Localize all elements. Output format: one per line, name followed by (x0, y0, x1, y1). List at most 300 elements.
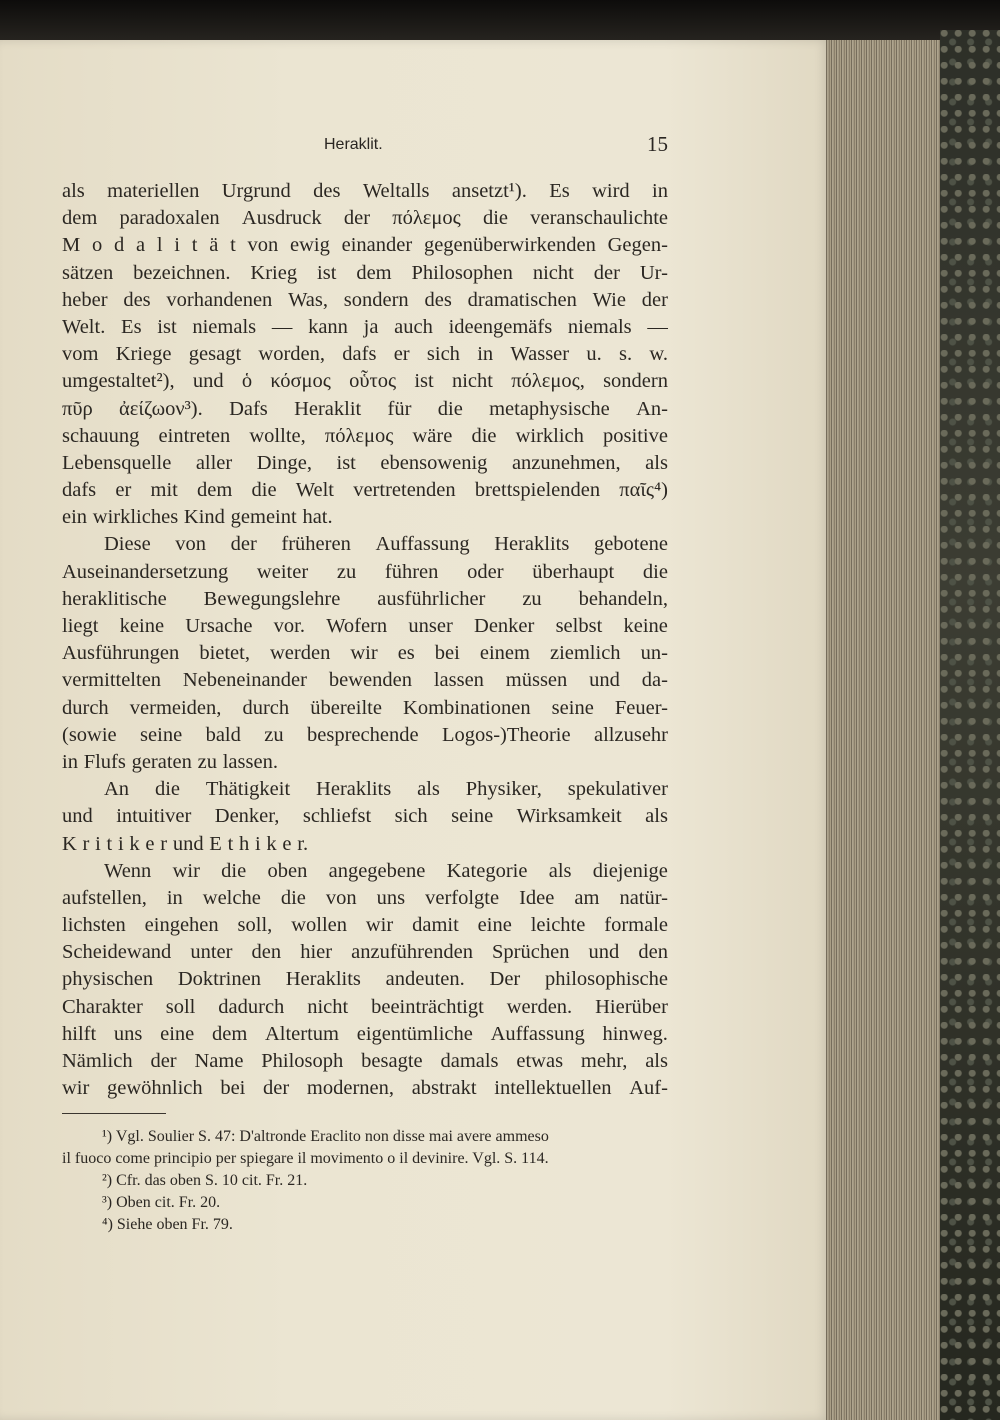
word: brettspielenden (474, 479, 601, 502)
word: werden (270, 642, 331, 665)
word: von (325, 886, 357, 909)
word: welche (202, 886, 261, 909)
word: ἀείζωον³). (119, 397, 203, 420)
word: o (91, 234, 103, 257)
text-line (62, 994, 668, 1021)
word: dafs (342, 343, 377, 366)
word: niemals (567, 315, 632, 338)
word: unser (408, 615, 453, 637)
word: K (62, 832, 77, 855)
word: werden. (506, 995, 573, 1018)
word: Bewegungslehre (203, 587, 341, 610)
word: Urgrund (221, 180, 291, 202)
word: ewig (290, 234, 330, 257)
word: wollte, (249, 424, 306, 447)
word: h (239, 832, 250, 855)
word: dem (197, 479, 233, 502)
word: keine (119, 615, 165, 637)
word: ist (157, 315, 177, 338)
word: lichsten (62, 914, 126, 937)
word: formale (604, 914, 668, 937)
word: gebotene (593, 533, 668, 556)
word: und (62, 805, 93, 828)
word: E (209, 832, 222, 855)
word: damals (440, 1050, 499, 1072)
word: Nämlich (62, 1050, 133, 1072)
word: seine (140, 723, 183, 746)
word: sätzen (62, 261, 114, 284)
word: ausführlicher (377, 587, 486, 610)
word: gemeint (230, 506, 297, 529)
word: i (95, 832, 101, 855)
text-line (62, 477, 668, 504)
word: Wirksamkeit (516, 805, 622, 828)
word: die (251, 479, 277, 502)
word: Physiker, (465, 778, 542, 801)
word: müssen (505, 669, 568, 692)
word: s. (619, 343, 633, 366)
word: angegebene (328, 859, 426, 882)
word: Auffassung (375, 533, 470, 556)
word: intellektuellen (494, 1077, 612, 1100)
word: An- (636, 397, 668, 420)
word: Wenn (104, 859, 152, 882)
word: bezeichnen. (133, 261, 231, 284)
word: wollen (291, 914, 347, 937)
word: der (150, 1050, 177, 1072)
word: sich (394, 805, 428, 828)
word: Krieg (250, 261, 298, 284)
word: etwas (516, 1050, 564, 1072)
word: vorhandenen (166, 288, 273, 311)
word: ansetzt¹). (451, 180, 527, 202)
word: t (230, 234, 236, 257)
footnote: ³) Oben cit. Fr. 20. (102, 1194, 221, 1211)
word: Wasser (510, 343, 570, 366)
word: in (62, 750, 78, 773)
word: liegt (62, 615, 99, 637)
word: seine (551, 696, 594, 719)
word: πόλεμος (392, 207, 461, 230)
word: diejenige (592, 859, 668, 882)
word: gewöhnlich (107, 1077, 203, 1100)
word: vor. (273, 615, 305, 637)
word: Nebeneinander (182, 669, 307, 692)
word: oder (467, 560, 504, 583)
word: Kriege (115, 343, 172, 366)
word: — (271, 315, 293, 338)
word: mehr, (580, 1050, 628, 1072)
word: w. (649, 343, 668, 366)
word: Denker (474, 615, 535, 637)
word: der (263, 1077, 290, 1100)
word: Scheidewand (62, 941, 172, 964)
word: den (638, 941, 668, 964)
word: modernen, (306, 1077, 395, 1100)
word: übereilte (310, 696, 382, 719)
word: d (113, 234, 125, 257)
word: wir (62, 1077, 90, 1100)
word: zu (522, 587, 542, 610)
word: die (642, 560, 668, 583)
word: in (477, 343, 494, 366)
word: wirkliches (92, 506, 179, 529)
word: hinweg. (602, 1022, 668, 1045)
word: Wofern (326, 615, 388, 637)
running-head (62, 132, 668, 162)
word: Logos-)Theorie (441, 723, 571, 746)
word: aufstellen, (62, 886, 147, 909)
word: Diese (104, 533, 151, 556)
word: Flufs (83, 750, 126, 773)
text-line (62, 287, 668, 314)
word: Kategorie (446, 859, 528, 882)
word: Kind (183, 506, 225, 529)
word: dem (356, 261, 392, 284)
word: physischen (62, 968, 154, 991)
word: als (62, 180, 85, 202)
footnote: ²) Cfr. das oben S. 10 cit. Fr. 21. (102, 1172, 308, 1189)
word: einem (479, 642, 530, 665)
word: Ausdruck (241, 207, 322, 230)
word: Thätigkeit (205, 778, 291, 801)
word: Es (121, 315, 142, 338)
word: soll, (237, 914, 273, 937)
word: Philosophen (411, 261, 513, 284)
word: als (548, 859, 572, 882)
word: veranschaulichte (530, 207, 668, 230)
word: Welt (295, 479, 334, 502)
word: Welt. (62, 315, 106, 338)
word: Auf- (629, 1077, 668, 1100)
word: e (282, 832, 292, 855)
word: Auffassung (490, 1022, 585, 1045)
word: (sowie (62, 723, 117, 746)
word: πόλεμος (324, 424, 394, 447)
word: damit (412, 914, 459, 937)
word: für (387, 397, 412, 420)
word: niemals (192, 315, 257, 338)
word: abstrakt (411, 1077, 477, 1100)
word: gegenüberwirkenden (423, 234, 596, 257)
word: am (574, 886, 600, 909)
word: Gegen- (607, 234, 668, 257)
word: andeuten. (385, 968, 465, 991)
word: Denker, (214, 805, 280, 828)
word: hat. (302, 506, 333, 529)
word: als (645, 1050, 668, 1072)
word: dem (211, 1022, 248, 1045)
word: oben (267, 859, 308, 882)
word: bewenden (328, 669, 412, 692)
word: des (313, 180, 341, 202)
word: in (652, 180, 668, 202)
word: auch (394, 315, 433, 338)
text-line (62, 368, 668, 395)
word: anzunehmen, (511, 451, 621, 474)
word: e (145, 832, 155, 855)
word: selbst (555, 615, 603, 637)
text-line (62, 776, 668, 803)
text-line (62, 613, 668, 640)
word: heber (62, 288, 108, 311)
word: in (166, 886, 183, 909)
word: wird (592, 180, 630, 202)
text-line (62, 232, 668, 259)
word: Der (489, 968, 521, 991)
word: zu (336, 560, 357, 583)
word: da- (641, 669, 668, 692)
word: Was, (288, 288, 328, 311)
word: lassen (433, 669, 484, 692)
word: besagte (361, 1050, 423, 1072)
word: materiellen (107, 180, 200, 202)
word: ja (363, 315, 379, 338)
word: ziemlich (549, 642, 621, 665)
page-edges (826, 40, 946, 1420)
word: l (156, 234, 163, 257)
text-line (62, 178, 668, 205)
word: es (397, 642, 415, 665)
word: r. (297, 832, 309, 855)
word: hier (300, 941, 333, 964)
word: Ausführungen (62, 642, 180, 665)
word: Charakter (62, 995, 143, 1018)
word: u. (586, 343, 602, 366)
word: den (251, 941, 282, 964)
word: die (221, 859, 247, 882)
word: Weltalls (362, 180, 430, 202)
text-line (62, 1075, 668, 1102)
word: unter (190, 941, 233, 964)
word: dafs (62, 479, 97, 502)
footnote-rule (62, 1113, 166, 1114)
word: t (106, 832, 113, 855)
word: der (641, 288, 668, 311)
word: vermeiden, (129, 696, 222, 719)
word: als (645, 805, 668, 828)
word: kann (308, 315, 348, 338)
word: nicht (307, 995, 349, 1018)
word: — (647, 315, 668, 338)
text-line (62, 1048, 668, 1075)
word: der (343, 207, 371, 230)
word: vertretenden (353, 479, 456, 502)
word: lassen. (222, 750, 278, 773)
text-line (62, 885, 668, 912)
word: bei (220, 1077, 246, 1100)
word: un- (640, 642, 668, 665)
word: Heraklits (285, 968, 361, 991)
word: uns (113, 1022, 143, 1045)
footnotes (62, 1126, 668, 1236)
running-title: Heraklit. (324, 136, 383, 153)
footnote-continuation: il fuoco come principio per spiegare il movimento o il devinire. Vgl. S. 114. (62, 1150, 549, 1167)
word: ein (62, 506, 88, 529)
word: er (393, 343, 410, 366)
word: wäre (412, 424, 453, 447)
text-line (62, 1021, 668, 1048)
word: und (192, 370, 224, 393)
word: beeinträchtigt (371, 995, 484, 1018)
word: weiter (256, 560, 309, 583)
text-line (62, 341, 668, 368)
word: Lebensquelle (62, 451, 172, 474)
word: die (471, 424, 497, 447)
book-cover (940, 30, 1000, 1420)
text-line (62, 695, 668, 722)
word: ist (336, 451, 356, 474)
word: k (266, 832, 277, 855)
word: ideengemäfs (448, 315, 553, 338)
word: aller (195, 451, 233, 474)
footnote: ¹) Vgl. Soulier S. 47: D'altronde Eraclito non disse mai avere ammeso (102, 1128, 549, 1145)
word: i (254, 832, 261, 855)
word: verfolgte (425, 886, 500, 909)
word: er (115, 479, 132, 502)
word: Heraklits (494, 533, 570, 556)
word: Es (549, 180, 570, 202)
word: ist (414, 370, 434, 393)
word: bei (434, 642, 460, 665)
word: eigentümliche (356, 1022, 473, 1045)
text-line (62, 722, 668, 749)
word: spekulativer (567, 778, 668, 801)
word: durch (242, 696, 290, 719)
text-line (62, 504, 668, 531)
word: worden, (258, 343, 326, 366)
word: nicht (451, 370, 493, 393)
text-line (62, 396, 668, 423)
word: t (191, 234, 198, 257)
page-number: 15 (647, 132, 668, 156)
word: οὗτος (349, 370, 397, 393)
word: die (154, 778, 180, 801)
word: πῦρ (62, 397, 93, 420)
word: führen (384, 560, 439, 583)
word: r (82, 832, 90, 855)
word: παῖς⁴) (619, 479, 668, 502)
text-line (62, 450, 668, 477)
word: An (104, 778, 130, 801)
word: Doktrinen (177, 968, 261, 991)
text-line (62, 314, 668, 341)
text-line (62, 912, 668, 939)
word: vom (62, 343, 99, 366)
word: sich (426, 343, 460, 366)
text-line (62, 205, 668, 232)
footnote: ⁴) Siehe oben Fr. 79. (102, 1216, 233, 1233)
word: Ur- (639, 261, 668, 284)
word: uns (376, 886, 406, 909)
word: positive (603, 424, 668, 447)
text-line (62, 531, 668, 558)
word: dramatischen (467, 288, 577, 311)
word: die (437, 397, 463, 420)
word: philosophische (545, 968, 668, 991)
word: zu (197, 750, 217, 773)
word: des (424, 288, 452, 311)
word: Wie (592, 288, 626, 311)
word: r (160, 832, 168, 855)
word: metaphysische (489, 397, 610, 420)
word: des (123, 288, 151, 311)
text-line (62, 803, 668, 830)
word: der (230, 533, 257, 556)
text-line (62, 423, 668, 450)
text-line (62, 260, 668, 287)
word: gesagt (188, 343, 242, 366)
word: geraten (131, 750, 192, 773)
word: soll (165, 995, 196, 1018)
word: schliefst (302, 805, 372, 828)
word: besprechende (307, 723, 419, 746)
word: natür- (619, 886, 668, 909)
word: und (589, 669, 620, 692)
word: als (645, 451, 668, 474)
word: Ursache (185, 615, 253, 637)
word: nicht (532, 261, 574, 284)
text-line (62, 640, 668, 667)
word: i (117, 832, 124, 855)
text-line (62, 667, 668, 694)
word: der (593, 261, 620, 284)
text-line (62, 858, 668, 885)
word: von (247, 234, 279, 257)
word: anzuführenden (351, 941, 473, 964)
body-text (62, 178, 668, 1102)
text-line (62, 939, 668, 966)
word: Hierüber (595, 995, 668, 1018)
text-line (62, 586, 668, 613)
word: i (174, 234, 180, 257)
word: und (172, 832, 204, 855)
word: Dafs (229, 397, 268, 420)
word: durch (62, 696, 109, 719)
word: zu (264, 723, 284, 746)
word: M (62, 234, 81, 257)
word: sondern (343, 288, 409, 311)
word: bietet, (199, 642, 250, 665)
text-line (62, 749, 668, 776)
word: Kombinationen (403, 696, 531, 719)
word: seine (451, 805, 494, 828)
word: allzusehr (594, 723, 668, 746)
word: und (588, 941, 620, 964)
word: keine (623, 615, 668, 637)
word: eingehen (144, 914, 219, 937)
word: πόλεμος, (511, 370, 585, 393)
word: intuitiver (116, 805, 192, 828)
word: t (227, 832, 234, 855)
word: eine (477, 914, 512, 937)
word: heraklitische (62, 587, 167, 610)
word: Name (194, 1050, 244, 1072)
word: ä (209, 234, 219, 257)
word: hilft (62, 1022, 97, 1045)
word: als (417, 778, 440, 801)
word: umgestaltet²), (62, 370, 175, 393)
word: bald (205, 723, 241, 746)
word: behandeln, (578, 587, 668, 610)
word: Heraklit (294, 397, 362, 420)
word: a (135, 234, 146, 257)
word: Heraklits (316, 778, 392, 801)
word: die (280, 886, 306, 909)
word: mit (150, 479, 178, 502)
word: paradoxalen (119, 207, 220, 230)
word: sondern (603, 370, 668, 393)
